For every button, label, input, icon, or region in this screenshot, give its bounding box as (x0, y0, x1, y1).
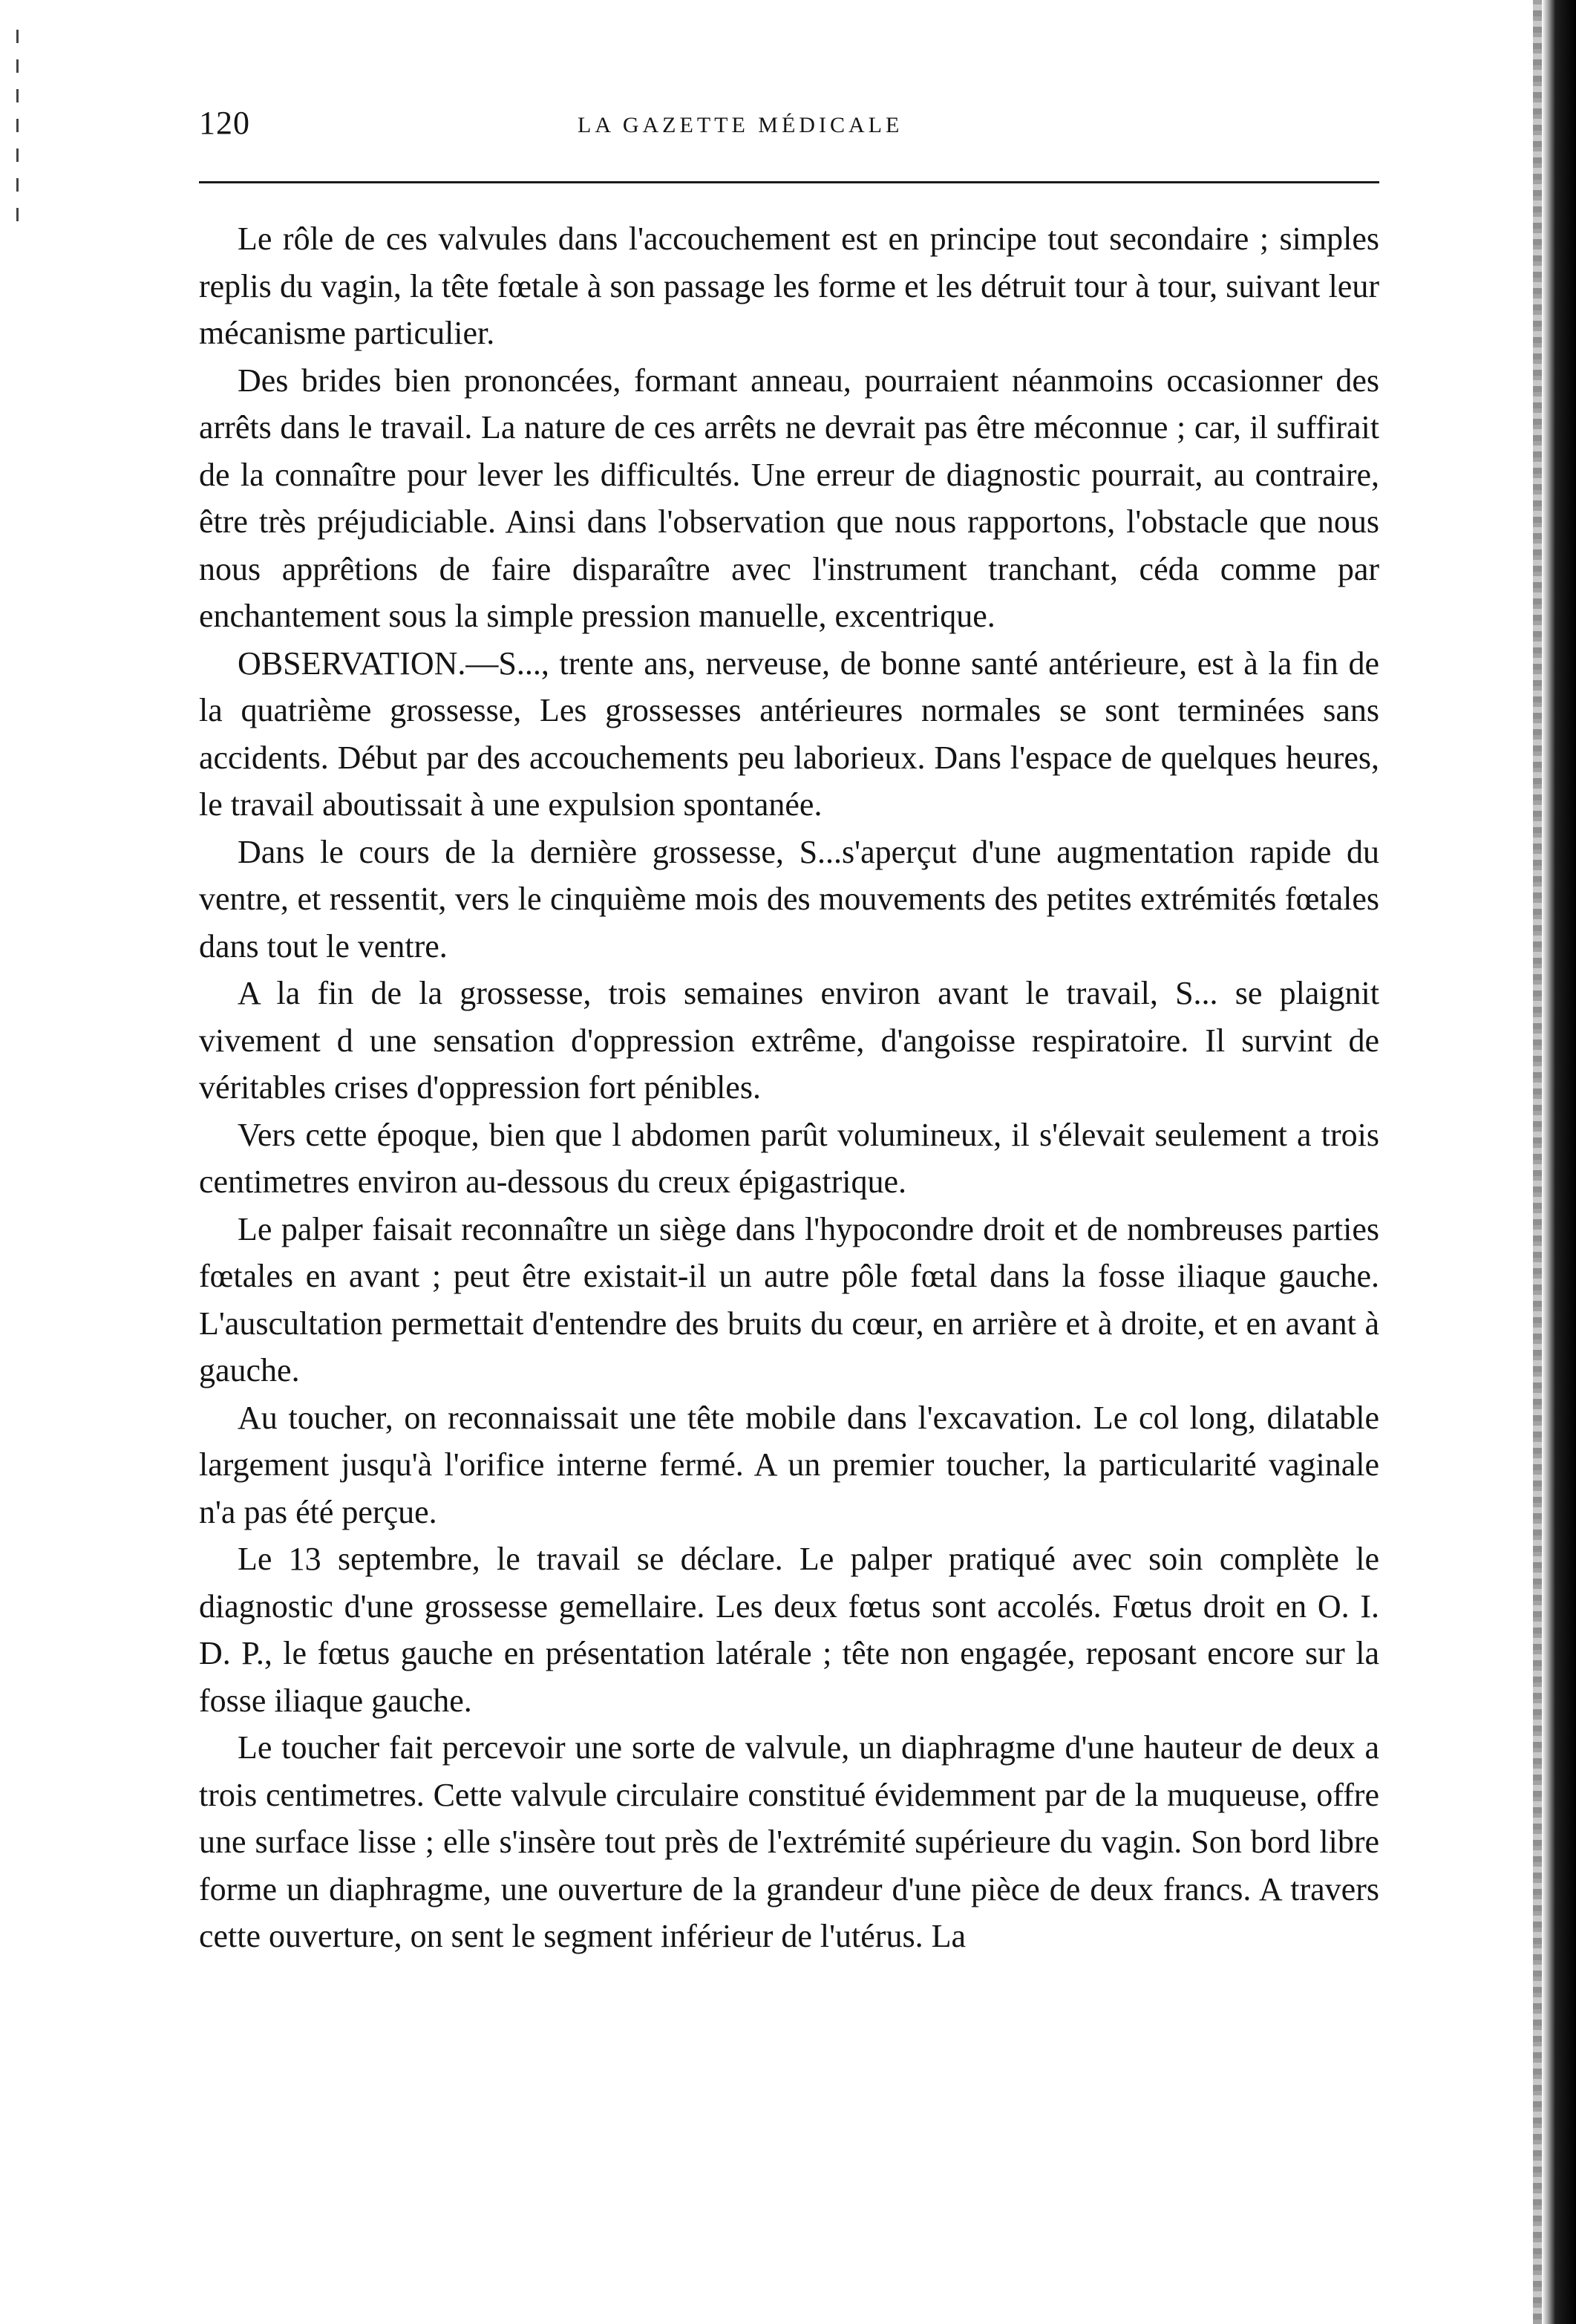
paragraph: Le rôle de ces valvules dans l'accouchement est en principe tout secondaire ; simples replis du vagin, la tête fœtale à son passage les forme et les détruit tour à tour, suivant leur mécanisme particulier. (199, 221, 1379, 351)
paragraph: Le 13 septembre, le travail se déclare. Le palper pratiqué avec soin complète le diagnostic d'une grossesse gemellaire. Les deux fœtus sont accolés. Fœtus droit en O. I. D. P., le fœtus gauche en présentation latérale ; tête non engagée, reposant encore sur la fosse iliaque gauche. (199, 1541, 1379, 1719)
book-gutter-shadow (1533, 0, 1542, 2324)
paragraph: Dans le cours de la dernière grossesse, S...s'aperçut d'une augmentation rapide du ventre, et ressentit, vers le cinquième mois des mouvements des petites extrémités fœtales dans tout le ventre. (199, 833, 1379, 964)
page-number: 120 (199, 105, 250, 141)
scan-edge-marks (16, 30, 19, 223)
header-rule (199, 181, 1379, 183)
paragraph: Vers cette époque, bien que l abdomen parût volumineux, il s'élevait seulement a trois centimetres environ au-dessous du creux épigastrique. (199, 1116, 1379, 1200)
paragraph: OBSERVATION.—S..., trente ans, nerveuse, de bonne santé antérieure, est à la fin de la quatrième grossesse, Les grossesses antérieures normales se sont terminées sans accidents. Début par des accouchements peu laborieux. Dans l'espace de quelques heures, le travail aboutissait à une expulsion spontanée. (199, 644, 1379, 823)
paragraph: A la fin de la grossesse, trois semaines environ avant le travail, S... se plaignit vivement d une sensation d'oppression extrême, d'angoisse respiratoire. Il survint de véritables crises d'oppression fort pénibles. (199, 975, 1379, 1106)
paragraph: Le toucher fait percevoir une sorte de valvule, un diaphragme d'une hauteur de deux a trois centimetres. Cette valvule circulaire constitué évidemment par de la muqueuse, offre une surface lisse ; elle s'insère tout près de l'extrémité supérieure du vagin. Son bord libre forme un diaphragme, une ouverture de la grandeur d'une pièce de deux francs. A travers cette ouverture, on sent le segment inférieur de l'utérus. La (199, 1729, 1379, 1954)
book-spine-edge (1542, 0, 1576, 2324)
paragraph: Le palper faisait reconnaître un siège dans l'hypocondre droit et de nombreuses parties fœtales en avant ; peut être existait-il un autre pôle fœtal dans la fosse iliaque gauche. L'auscultation permettait d'entendre des bruits du cœur, en arrière et à droite, et en avant à gauche. (199, 1210, 1379, 1388)
paragraph: Des brides bien prononcées, formant anneau, pourraient néanmoins occasionner des arrêts dans le travail. La nature de ces arrêts ne devrait pas être méconnue ; car, il suffirait de la connaître pour lever les difficultés. Une erreur de diagnostic pourrait, au contraire, être très préjudiciable. Ainsi dans l'observation que nous rapportons, l'obstacle que nous nous apprêtions de faire disparaître avec l'instrument tranchant, céda comme par enchantement sous la simple pression manuelle, excentrique. (199, 362, 1379, 634)
paragraph: Au toucher, on reconnaissait une tête mobile dans l'excavation. Le col long, dilatable largement jusqu'à l'orifice interne fermé. A un premier toucher, la particularité vaginale n'a pas été perçue. (199, 1399, 1379, 1530)
page-header (199, 104, 1379, 148)
article-body (199, 215, 1379, 1960)
running-title: LA GAZETTE MÉDICALE (578, 113, 903, 137)
